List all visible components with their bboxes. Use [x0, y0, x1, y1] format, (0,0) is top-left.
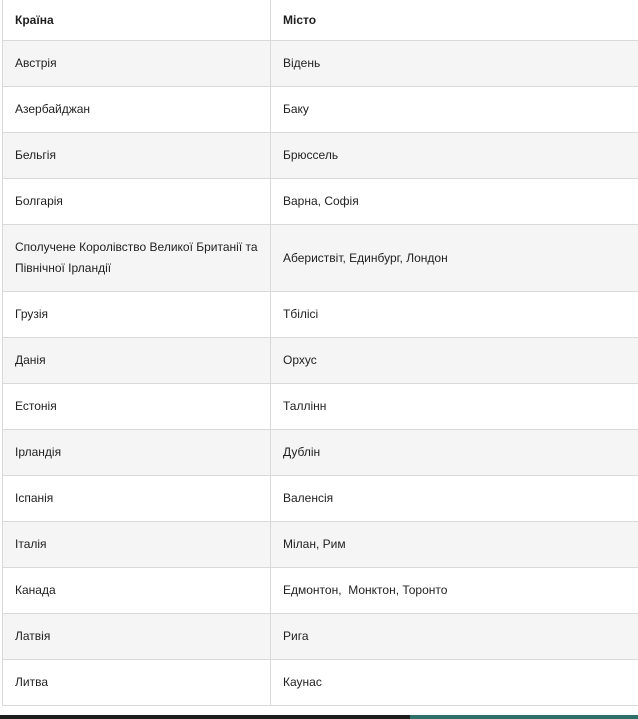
table-row	[3, 430, 638, 476]
cell-country: Естонія	[3, 384, 271, 430]
cell-city: Тбілісі	[271, 292, 638, 338]
cell-city: Каунас	[271, 660, 638, 706]
table-row	[3, 292, 638, 338]
bottom-accent-bar	[410, 715, 638, 719]
cell-country: Сполучене Королівство Великої Британії та Північної Ірландії	[3, 225, 271, 292]
cell-country: Австрія	[3, 41, 271, 87]
cell-city: Таллінн	[271, 384, 638, 430]
cell-country: Канада	[3, 568, 271, 614]
cell-country: Данія	[3, 338, 271, 384]
table-row	[3, 476, 638, 522]
cell-country: Грузія	[3, 292, 271, 338]
cell-city: Орхус	[271, 338, 638, 384]
table-row	[3, 179, 638, 225]
countries-cities-table	[2, 0, 638, 706]
table-row	[3, 660, 638, 706]
cell-city: Баку	[271, 87, 638, 133]
cell-city: Дублін	[271, 430, 638, 476]
header-country: Країна	[3, 0, 271, 41]
cell-city: Варна, Софія	[271, 179, 638, 225]
cell-city: Мілан, Рим	[271, 522, 638, 568]
cell-city: Відень	[271, 41, 638, 87]
cell-country: Італія	[3, 522, 271, 568]
cell-city: Абериствіт, Единбург, Лондон	[271, 225, 638, 292]
cell-country: Литва	[3, 660, 271, 706]
header-city: Місто	[271, 0, 638, 41]
table-header-row	[3, 0, 638, 41]
cell-country: Іспанія	[3, 476, 271, 522]
cell-country: Латвія	[3, 614, 271, 660]
cell-country: Болгарія	[3, 179, 271, 225]
table-row	[3, 338, 638, 384]
table-row	[3, 225, 638, 292]
cell-country: Ірландія	[3, 430, 271, 476]
cell-city: Валенсія	[271, 476, 638, 522]
cell-country: Азербайджан	[3, 87, 271, 133]
table-row	[3, 133, 638, 179]
table-row	[3, 568, 638, 614]
table-row	[3, 614, 638, 660]
cell-city: Брюссель	[271, 133, 638, 179]
cell-city: Едмонтон, Монктон, Торонто	[271, 568, 638, 614]
table-row	[3, 384, 638, 430]
table-row	[3, 87, 638, 133]
cell-city: Рига	[271, 614, 638, 660]
cell-country: Бельгія	[3, 133, 271, 179]
table-row	[3, 41, 638, 87]
table-row	[3, 522, 638, 568]
